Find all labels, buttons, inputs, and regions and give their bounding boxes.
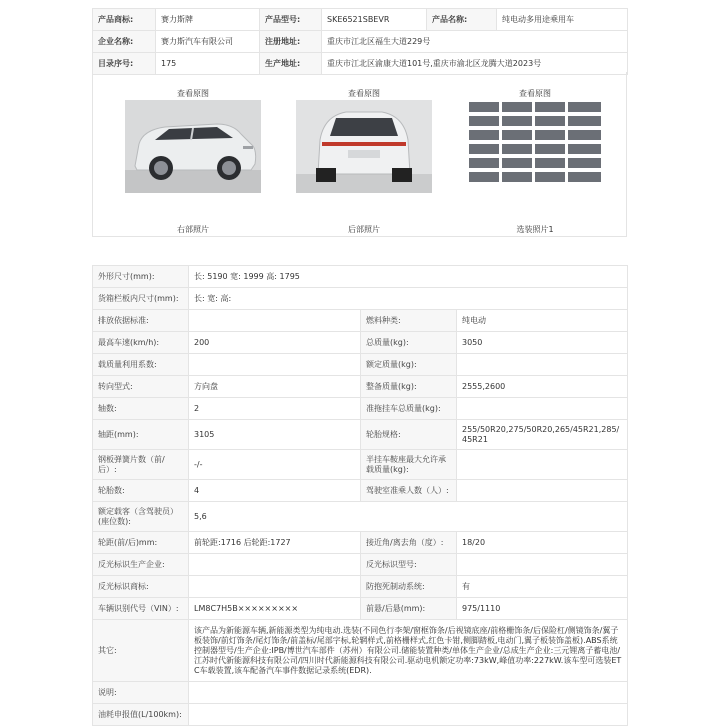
options-collage-photo[interactable] [467, 100, 603, 193]
spec-value: 前轮距:1716 后轮距:1727 [189, 532, 361, 554]
prod-address-label: 生产地址: [260, 53, 322, 75]
other-label: 其它: [93, 620, 189, 682]
spec-row [93, 354, 628, 376]
spec-label: 轴距(mm): [93, 420, 189, 450]
fuel-label: 油耗申报值(L/100km): [93, 704, 189, 726]
spec-value: 3105 [189, 420, 361, 450]
spec-value: LM8C7H5B××××××××× [189, 598, 361, 620]
spec-label: 半挂车鞍座最大允许承载质量(kg): [361, 450, 457, 480]
spec-value: 18/20 [457, 532, 628, 554]
spec-row [93, 620, 628, 682]
spec-label: 整备质量(kg): [361, 376, 457, 398]
spec-value [457, 398, 628, 420]
spec-value [189, 554, 361, 576]
company-label: 企业名称: [93, 31, 156, 53]
spec-value: 2 [189, 398, 361, 420]
header-section [92, 8, 627, 75]
brand-label: 产品商标: [93, 9, 156, 31]
prod-address-value: 重庆市江北区渝康大道101号,重庆市渝北区龙腾大道2023号 [322, 53, 628, 75]
model-value: SKE6521SBEVR [322, 9, 427, 31]
spec-row [93, 502, 628, 532]
header-table [92, 8, 628, 75]
reg-address-value: 重庆市江北区福生大道229号 [322, 31, 628, 53]
spec-row [93, 332, 628, 354]
spec-row [93, 704, 628, 726]
spec-label: 最高车速(km/h): [93, 332, 189, 354]
company-value: 赛力斯汽车有限公司 [156, 31, 260, 53]
spec-value [189, 310, 361, 332]
spec-label: 轮胎规格: [361, 420, 457, 450]
spec-table [92, 265, 628, 726]
spec-row [93, 554, 628, 576]
spec-value: -/- [189, 450, 361, 480]
spec-label: 额定载客（含驾驶员）(座位数): [93, 502, 189, 532]
other-value: 该产品为新能源车辆,新能源类型为纯电动.选装(不同色行李架/窗框饰条/后视镜底座/前格栅饰条/后保险杠/侧镜饰条/翼子板装饰/前灯饰条/尾灯饰条/前盖标/尾部字标,轮辋样式,前格栅样式,红色卡钳,侧脚踏板,电动门,翼子板装饰盖板).ABS系统控制器型号/生产企业:IPB/博世汽车部件（苏州）有限公司.储能装置种类/单体生产企业/总成生产企业:三元锂离子蓄电池/江苏时代新能源科技有限公司/四川时代新能源科技有限公司.驱动电机额定功率:73kW,峰值功率:227kW.该车型可选装ETC车载装置,该车配备汽车事件数据记录系统(EDR). [189, 620, 628, 682]
model-label: 产品型号: [260, 9, 322, 31]
spec-row [93, 376, 628, 398]
note-value [189, 682, 628, 704]
spec-value: 3050 [457, 332, 628, 354]
spec-label: 燃料种类: [361, 310, 457, 332]
spec-value: 255/50R20,275/50R20,265/45R21,285/45R21 [457, 420, 628, 450]
note-label: 说明: [93, 682, 189, 704]
spec-label: 车辆识别代号（VIN）: [93, 598, 189, 620]
spec-row [93, 420, 628, 450]
header-row [93, 31, 628, 53]
spec-row [93, 480, 628, 502]
spec-label: 准拖挂车总质量(kg): [361, 398, 457, 420]
spec-value: 有 [457, 576, 628, 598]
spec-label: 反光标识生产企业: [93, 554, 189, 576]
spec-value: 方向盘 [189, 376, 361, 398]
catalog-no-label: 目录序号: [93, 53, 156, 75]
spec-value [457, 480, 628, 502]
spec-row [93, 450, 628, 480]
view-original-link[interactable]: 查看原图 [519, 89, 551, 98]
spec-label: 轴数: [93, 398, 189, 420]
reg-address-label: 注册地址: [260, 31, 322, 53]
spec-label: 反光标识型号: [361, 554, 457, 576]
spec-label: 转向型式: [93, 376, 189, 398]
spec-label: 载质量利用系数: [93, 354, 189, 376]
photo-caption: 右部照片 [177, 225, 209, 234]
fuel-value [189, 704, 628, 726]
view-original-link[interactable]: 查看原图 [177, 89, 209, 98]
cargo-value: 长: 宽: 高: [189, 288, 628, 310]
spec-label: 轮胎数: [93, 480, 189, 502]
spec-row [93, 682, 628, 704]
dims-value: 长: 5190 宽: 1999 高: 1795 [189, 266, 628, 288]
header-row [93, 9, 628, 31]
photo-caption: 后部照片 [348, 225, 380, 234]
car-side-photo[interactable] [125, 100, 261, 193]
spec-value: 200 [189, 332, 361, 354]
spec-row [93, 598, 628, 620]
spec-label: 轮距(前/后)mm: [93, 532, 189, 554]
spec-label: 额定质量(kg): [361, 354, 457, 376]
dims-label: 外形尺寸(mm): [93, 266, 189, 288]
spec-value [189, 576, 361, 598]
spec-value [189, 354, 361, 376]
spec-label: 前悬/后悬(mm): [361, 598, 457, 620]
spec-value: 975/1110 [457, 598, 628, 620]
spec-value [457, 554, 628, 576]
photo-panel [92, 72, 627, 237]
car-rear-photo[interactable] [296, 100, 432, 193]
spec-value: 5,6 [189, 502, 628, 532]
spec-label: 接近角/离去角（度）: [361, 532, 457, 554]
cargo-label: 货箱栏板内尺寸(mm): [93, 288, 189, 310]
view-original-link[interactable]: 查看原图 [348, 89, 380, 98]
spec-row [93, 398, 628, 420]
spec-label: 钢板弹簧片数（前/后）: [93, 450, 189, 480]
spec-value: 4 [189, 480, 361, 502]
spec-row [93, 266, 628, 288]
spec-label: 总质量(kg): [361, 332, 457, 354]
product-name-label: 产品名称: [427, 9, 497, 31]
spec-label: 驾驶室准乘人数（人）: [361, 480, 457, 502]
spec-value: 纯电动 [457, 310, 628, 332]
spec-value [457, 450, 628, 480]
spec-label: 防抱死制动系统: [361, 576, 457, 598]
product-name-value: 纯电动多用途乘用车 [497, 9, 628, 31]
spec-row [93, 288, 628, 310]
brand-value: 赛力斯牌 [156, 9, 260, 31]
catalog-no-value: 175 [156, 53, 260, 75]
spec-section [92, 265, 628, 726]
spec-row [93, 310, 628, 332]
spec-value [457, 354, 628, 376]
spec-row [93, 576, 628, 598]
photo-caption: 选装照片1 [516, 225, 554, 234]
spec-value: 2555,2600 [457, 376, 628, 398]
spec-label: 反光标识商标: [93, 576, 189, 598]
spec-label: 排放依据标准: [93, 310, 189, 332]
spec-row [93, 532, 628, 554]
